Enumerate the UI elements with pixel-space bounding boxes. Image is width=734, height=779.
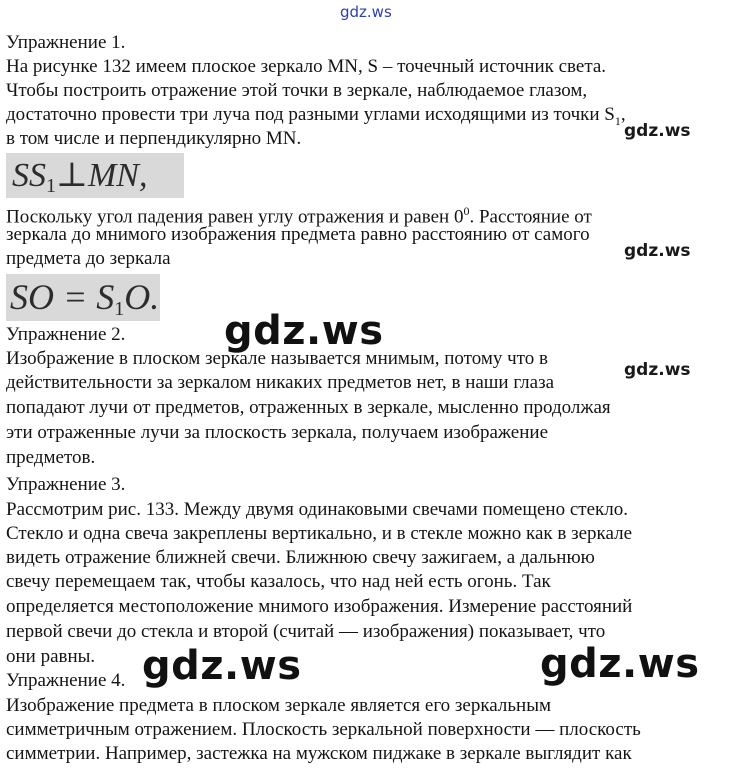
watermark-top: gdz.ws — [340, 3, 392, 21]
exercise-3-title: Упражнение 3. — [6, 474, 126, 495]
formula-perpendicular: SS1⊥MN, — [6, 153, 184, 198]
exercise-2-line-4: эти отраженные лучи за плоскость зеркала, получаем изображение — [6, 422, 549, 443]
exercise-4-line-2: симметричным отражением. Плоскость зеркальной поверхности — плоскость — [6, 719, 641, 740]
exercise-1-title: Упражнение 1. — [6, 32, 126, 53]
exercise-3-line-1: Рассмотрим рис. 133. Между двумя одинаковыми свечами помещено стекло. — [6, 499, 628, 520]
exercise-1-line-2: Чтобы построить отражение этой точки в зеркале, наблюдаемое глазом, — [6, 80, 588, 101]
exercise-1-line-5: Поскольку угол падения равен углу отражения и равен $0^0$. Расстояние от — [6, 204, 592, 228]
watermark-big-1: gdz.ws — [224, 308, 384, 354]
watermark-small-1: gdz.ws — [624, 121, 691, 141]
exercise-3-line-5: определяется местоположение мнимого изображения. Измерение расстояний — [6, 596, 633, 617]
exercise-4-title: Упражнение 4. — [6, 670, 126, 691]
watermark-big-2: gdz.ws — [142, 643, 302, 689]
watermark-small-3: gdz.ws — [624, 360, 691, 380]
exercise-2-line-2: действительности за зеркалом никаких предметов нет, в наши глаза — [6, 372, 555, 393]
exercise-2-title: Упражнение 2. — [6, 324, 126, 345]
exercise-3-line-4: свечу перемещаем так, чтобы казалось, что над ней есть огонь. Так — [6, 571, 551, 592]
exercise-3-line-2: Стекло и одна свеча закреплены вертикально, и в стекле можно как в зеркале — [6, 523, 633, 544]
formula-equal-distance: SO = S1O. — [6, 274, 160, 321]
exercise-4-line-1: Изображение предмета в плоском зеркале является его зеркальным — [6, 695, 551, 716]
watermark-big-3: gdz.ws — [540, 641, 700, 687]
exercise-1-line-4: в том числе и перпендикулярно MN. — [6, 128, 302, 149]
exercise-3-line-6: первой свечи до стекла и второй (считай — изображения) показывает, что — [6, 621, 606, 642]
exercise-3-line-7: они равны. — [6, 646, 96, 667]
exercise-1-line-6: зеркала до мнимого изображения предмета равно расстоянию от самого — [6, 224, 590, 245]
exercise-2-line-3: попадают лучи от предметов, отраженных в зеркале, мысленно продолжая — [6, 397, 611, 418]
exercise-4-line-3: симметрии. Например, застежка на мужском пиджаке в зеркале выглядит как — [6, 743, 632, 764]
exercise-3-line-3: видеть отражение ближней свечи. Ближнюю свечу зажигаем, а дальнюю — [6, 547, 595, 568]
watermark-small-2: gdz.ws — [624, 241, 691, 261]
exercise-2-line-5: предметов. — [6, 447, 96, 468]
exercise-1-line-1: На рисунке 132 имеем плоское зеркало MN, S – точечный источник света. — [6, 56, 607, 77]
exercise-1-line-7: предмета до зеркала — [6, 248, 171, 269]
exercise-1-line-3: достаточно провести три луча под разными углами исходящими из точки $S_1$, — [6, 104, 626, 128]
exercise-2-line-1: Изображение в плоском зеркале называется мнимым, потому что в — [6, 348, 548, 369]
